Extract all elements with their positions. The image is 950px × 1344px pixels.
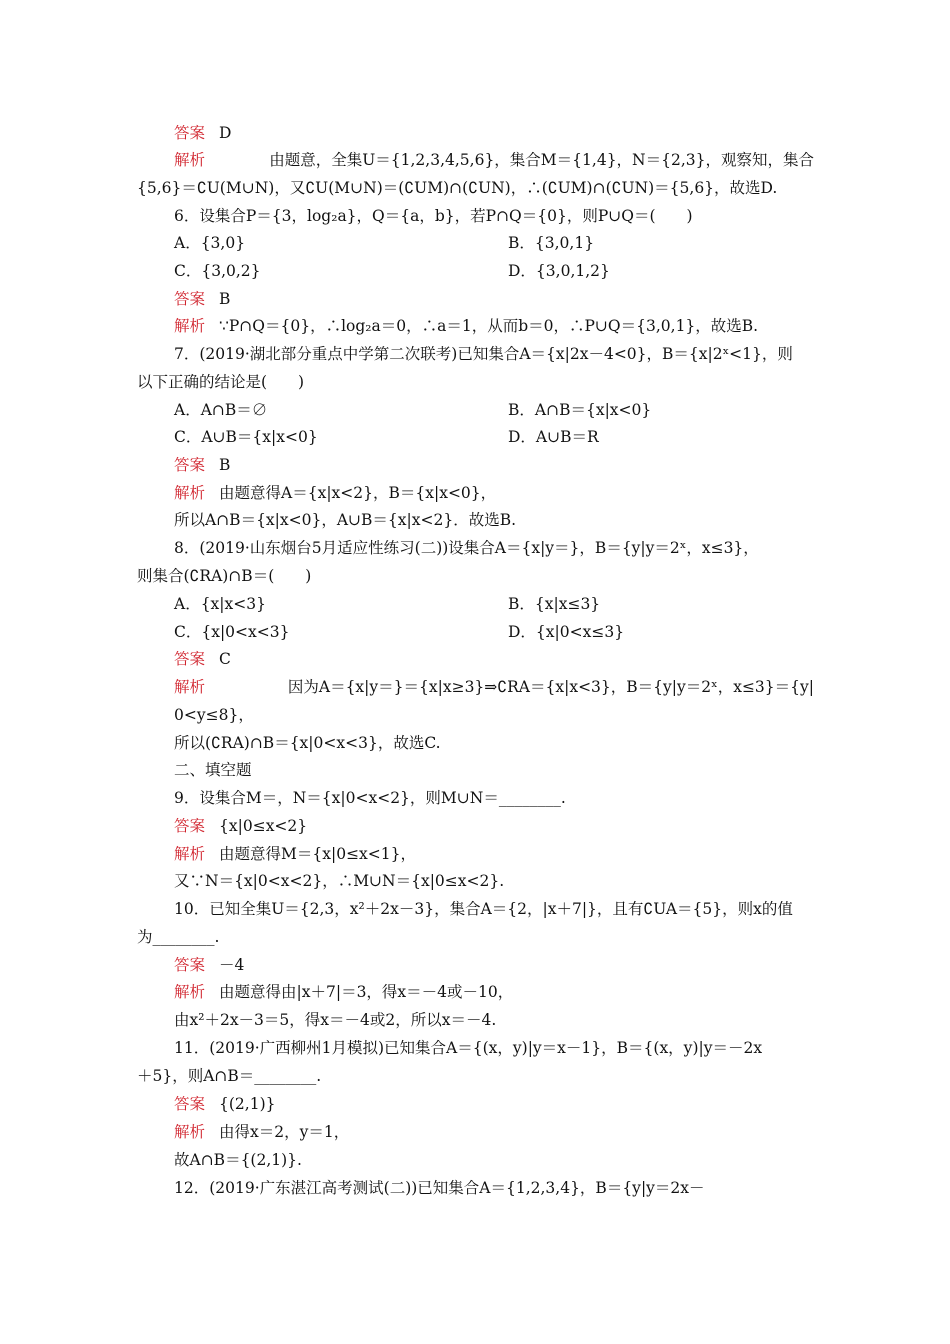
answer-9: 答案 {x|0≤x<2} (174, 817, 308, 835)
question-8-line1: 8．(2019·山东烟台5月适应性练习(二))设集合A＝{x|y＝}，B＝{y|y＝2ˣ，x≤3}， (174, 539, 759, 557)
question-10-line2: 为________. (137, 928, 220, 946)
analysis-7-line1: 解析 由题意得A＝{x|x<2}，B＝{x|x<0}， (174, 484, 497, 502)
question-8-line2: 则集合(∁RA)∩B＝( ) (137, 567, 312, 585)
analysis-11-line2: 故A∩B＝{(2,1)}. (174, 1151, 302, 1169)
section-heading: 二、填空题 (174, 761, 252, 779)
analysis-5-line1: 解析 由题意，全集U＝{1,2,3,4,5,6}，集合M＝{1,4}，N＝{2,3}，观察知，集合 (174, 151, 814, 169)
options-8-ab: A．{x|x<3} B．{x|x≤3} (174, 595, 601, 613)
question-11-line2: ＋5}，则A∩B＝________. (137, 1067, 322, 1085)
analysis-8-line2: 0<y≤8}， (174, 706, 254, 724)
answer-7: 答案 B (174, 456, 231, 474)
options-7-ab: A．A∩B＝∅ B．A∩B＝{x|x<0} (174, 401, 652, 419)
analysis-9-line2: 又∵N＝{x|0<x<2}，∴M∪N＝{x|0≤x<2}. (174, 872, 505, 890)
question-12-line1: 12．(2019·广东湛江高考测试(二))已知集合A＝{1,2,3,4}，B＝{y|y＝2x－ (174, 1179, 705, 1197)
answer-5: 答案 D (174, 124, 232, 142)
question-11-line1: 11．(2019·广西柳州1月模拟)已知集合A＝{(x，y)|y＝x－1}，B＝{(x，y)|y＝－2x (174, 1039, 763, 1057)
answer-10: 答案 －4 (174, 956, 245, 974)
answer-8: 答案 C (174, 650, 231, 668)
question-10-line1: 10．已知全集U＝{2,3，x²＋2x－3}，集合A＝{2，|x＋7|}，且有∁UA＝{5}，则x的值 (174, 900, 793, 918)
options-7-cd: C．A∪B＝{x|x<0} D．A∪B＝R (174, 428, 599, 446)
analysis-9-line1: 解析 由题意得M＝{x|0≤x<1}， (174, 845, 417, 863)
question-7-line2: 以下正确的结论是( ) (137, 373, 305, 391)
question-7-line1: 7．(2019·湖北部分重点中学第二次联考)已知集合A＝{x|2x－4<0}，B＝{x|2ˣ<1}，则 (174, 345, 793, 363)
analysis-8-line3: 所以(∁RA)∩B＝{x|0<x<3}，故选C. (174, 734, 441, 752)
options-6-ab: A．{3,0} B．{3,0,1} (174, 234, 595, 252)
answer-11: 答案 {(2,1)} (174, 1095, 276, 1113)
analysis-11-line1: 解析 由得x＝2，y＝1， (174, 1123, 350, 1141)
options-8-cd: C．{x|0<x<3} D．{x|0<x≤3} (174, 623, 625, 641)
answer-6: 答案 B (174, 290, 231, 308)
analysis-7-line2: 所以A∩B＝{x|x<0}，A∪B＝{x|x<2}．故选B. (174, 511, 517, 529)
analysis-10-line1: 解析 由题意得由|x＋7|＝3，得x＝－4或－10， (174, 983, 514, 1001)
options-6-cd: C．{3,0,2} D．{3,0,1,2} (174, 262, 610, 280)
analysis-10-line2: 由x²＋2x－3＝5，得x＝－4或2，所以x＝－4. (174, 1011, 497, 1029)
analysis-5-line2: {5,6}＝∁U(M∪N)，又∁U(M∪N)＝(∁UM)∩(∁UN)，∴(∁UM)∩(∁UN)＝{5,6}，故选D. (137, 179, 778, 197)
analysis-6: 解析 ∵P∩Q＝{0}，∴log₂a＝0，∴a＝1，从而b＝0，∴P∪Q＝{3,0,1}，故选B. (174, 317, 759, 335)
question-6: 6．设集合P＝{3，log₂a}，Q＝{a，b}，若P∩Q＝{0}，则P∪Q＝( ) (174, 207, 693, 225)
question-9: 9．设集合M＝，N＝{x|0<x<2}，则M∪N＝________. (174, 789, 566, 807)
analysis-8-line1: 解析 因为A＝{x|y＝}＝{x|x≥3}⇒∁RA＝{x|x<3}，B＝{y|y＝2ˣ，x≤3}＝{y| (174, 678, 814, 696)
